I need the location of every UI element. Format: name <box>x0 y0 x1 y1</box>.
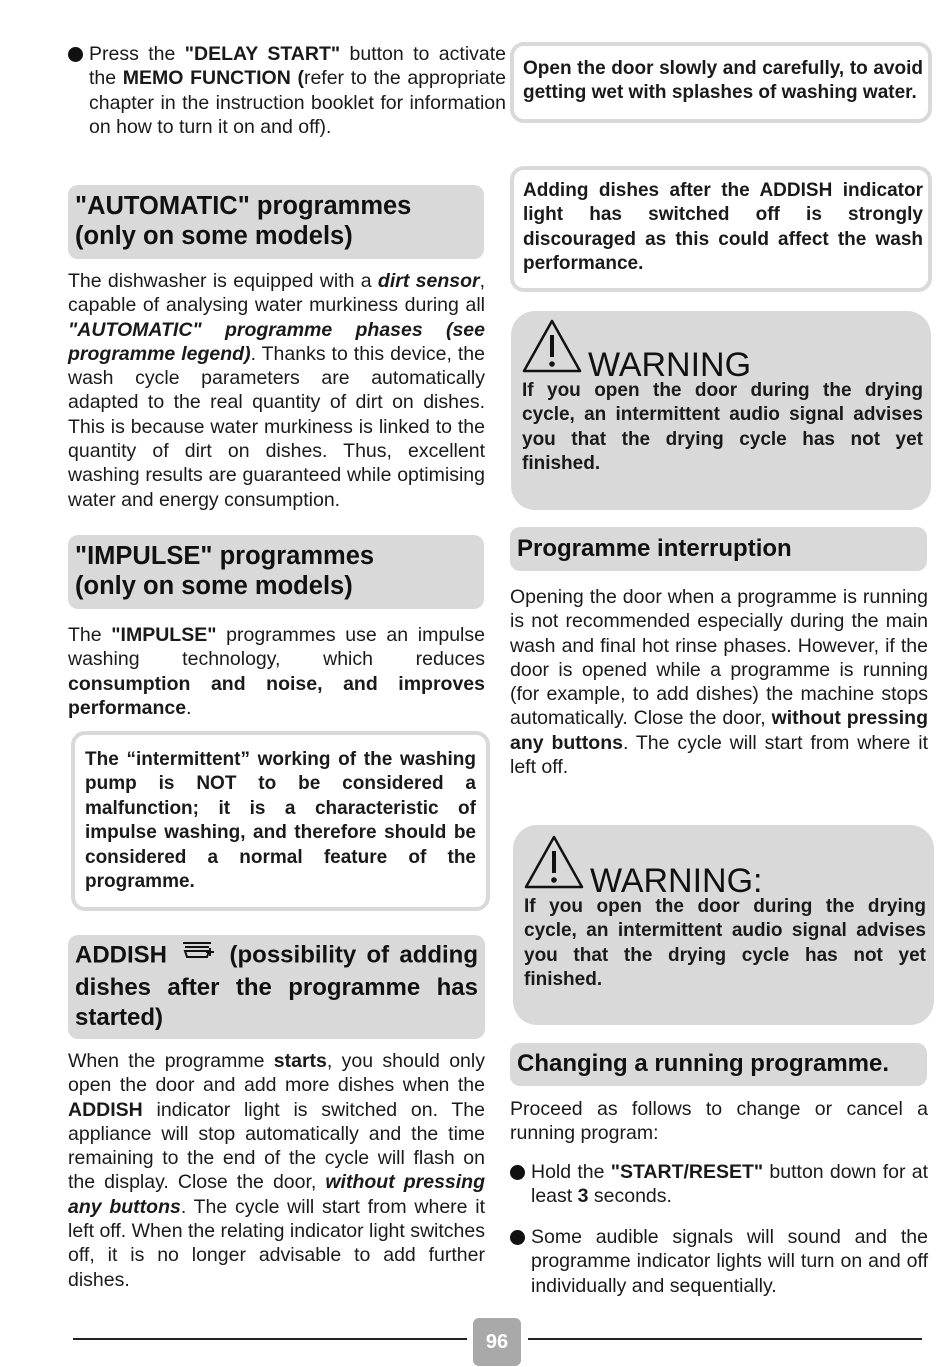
automatic-paragraph: The dishwasher is equipped with a dirt sensor, capable of analysing water murkiness during all "AUTOMATIC" programme phases (see programme legend). Thanks to this device, the wash cycle parameters are automatically adapted to the real quantity of dirt on dishes. This is because water murkiness is linked to the quantity of dirt on dishes. Thus, excellent washing results are guaranteed while optimising water and energy consumption. <box>68 270 486 511</box>
addish-note-text: Adding dishes after the ADDISH indicator light has switched off is strongly discouraged as this could affect the wash performance. <box>523 180 923 275</box>
warning-text: If you open the door during the drying cycle, an intermittent audio signal advises you that the drying cycle has not yet finished. <box>522 380 923 475</box>
warning-box-2 <box>513 825 934 1025</box>
memo-bullet: Press the "DELAY START" button to activate the MEMO FUNCTION (refer to the appropriate chapter in the instruction booklet for information on how to turn it on and off). <box>68 42 506 139</box>
bullet-dot <box>68 47 83 62</box>
addish-heading: ADDISH (possibility of adding dishes after the programme has started) <box>68 935 485 1039</box>
changing-bullet-1: Hold the "START/RESET" button down for at least 3 seconds. <box>510 1160 928 1209</box>
impulse-heading: "IMPULSE" programmes (only on some models) <box>68 535 484 609</box>
impulse-paragraph: The "IMPULSE" programmes use an impulse washing technology, which reduces consumption and noise, and improves performance. <box>68 624 485 719</box>
bullet-dot <box>510 1230 525 1245</box>
addish-paragraph: When the programme starts, you should only open the door and add more dishes when the ADDISH indicator light is switched on. The appliance will stop automatically and the time remaining to the end of the cycle will flash on the display. Close the door, without pressing any buttons. The cycle will start from where it left off. When the relating indicator light switches off, it is no longer advisable to add further dishes. <box>68 1050 486 1291</box>
door-note-box <box>510 42 932 123</box>
warning-title: WARNING <box>588 346 752 384</box>
warning-triangle-icon <box>524 835 584 895</box>
changing-bullet-2: Some audible signals will sound and the programme indicator lights will turn on and off individually and sequentially. <box>510 1225 928 1298</box>
page-number: 96 <box>473 1318 521 1366</box>
impulse-note-box <box>71 731 490 911</box>
warning-triangle-icon <box>522 319 582 379</box>
bullet-dot <box>510 1165 525 1180</box>
addish-note-box <box>510 166 932 292</box>
interruption-paragraph: Opening the door when a programme is running is not recommended especially during the main wash and final hot rinse phases. However, if the door is opened while a programme is running (for example, to add dishes) the machine stops automatically. Close the door, without pressing any buttons. The cycle will start from where it left off. <box>510 586 929 779</box>
warning-box-1 <box>511 311 931 510</box>
footer-rule-left <box>73 1338 467 1340</box>
footer-rule-right <box>528 1338 922 1340</box>
changing-heading: Changing a running programme. <box>510 1043 927 1086</box>
changing-intro: Proceed as follows to change or cancel a running program: <box>510 1098 928 1145</box>
automatic-heading: "AUTOMATIC" programmes (only on some models) <box>68 185 484 259</box>
warning-title: WARNING: <box>590 862 763 900</box>
impulse-note-text: The “intermittent” working of the washing pump is NOT to be considered a malfunction; it is a characteristic of impulse washing, and therefore should be considered a normal feature of the programme. <box>85 749 476 893</box>
door-note-text: Open the door slowly and carefully, to avoid getting wet with splashes of washing water. <box>523 58 923 104</box>
interruption-heading: Programme interruption <box>510 527 927 571</box>
warning-text: If you open the door during the drying cycle, an intermittent audio signal advises you that the drying cycle has not yet finished. <box>524 896 926 991</box>
addish-dish-icon <box>181 939 215 969</box>
